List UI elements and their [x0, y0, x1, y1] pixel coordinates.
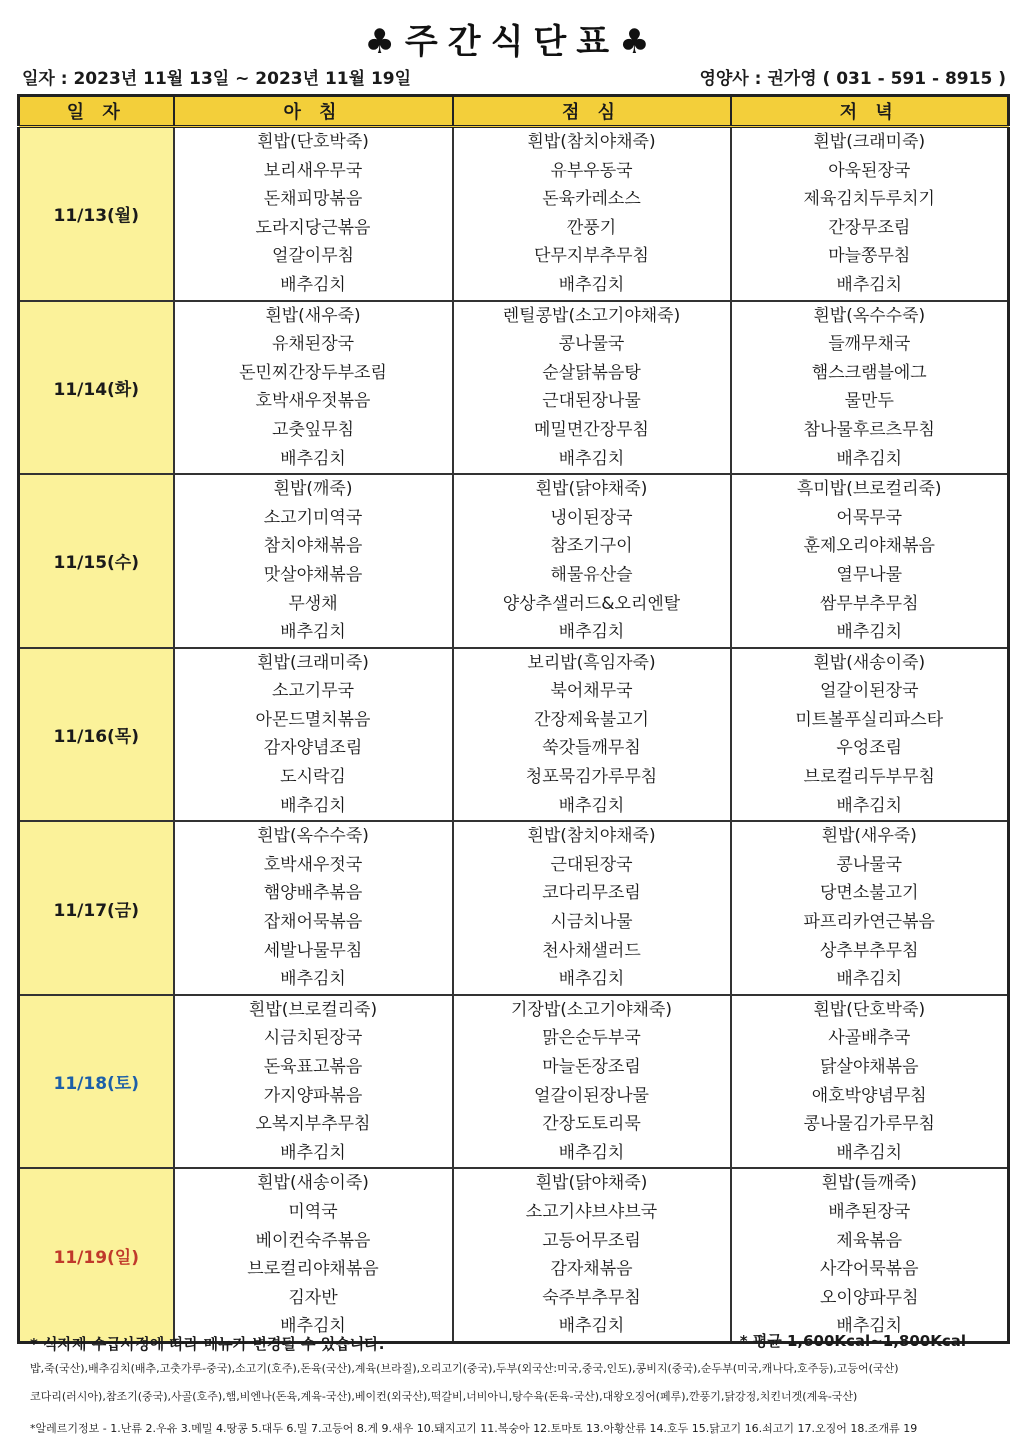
lunch-dish: 시금치나물 [550, 912, 633, 933]
dinner-dish: 햄스크램블에그 [811, 362, 927, 383]
lunch-cell [453, 995, 731, 1169]
menu-table [17, 94, 1010, 1344]
breakfast-dish: 흰밥(옥수수죽) [257, 826, 369, 847]
dinner-dish: 쌈무부추무침 [819, 593, 919, 614]
dinner-dish: 배추김치 [836, 1316, 903, 1337]
dinner-dish: 배추된장국 [828, 1201, 911, 1222]
menu-body [19, 127, 1009, 1343]
breakfast-dish: 감자양념조림 [263, 738, 363, 759]
lunch-dish: 간장제육불고기 [534, 709, 649, 730]
header-row [19, 96, 1009, 127]
dinner-dish: 오이양파무침 [819, 1287, 919, 1308]
lunch-dish: 양상추샐러드&오리엔탈 [502, 593, 681, 614]
breakfast-dish: 배추김치 [280, 1142, 346, 1163]
day-row [19, 821, 1009, 995]
dinner-dish: 애호박양념무침 [811, 1085, 927, 1106]
dinner-dish: 흰밥(들깨죽) [821, 1173, 917, 1194]
lunch-cell [453, 301, 731, 475]
lunch-dish: 마늘돈장조림 [542, 1057, 641, 1077]
day-label: 11/18(토) [19, 995, 174, 1169]
breakfast-dish: 흰밥(크래미죽) [257, 652, 369, 673]
lunch-cell [453, 821, 731, 995]
breakfast-dish: 햄양배추볶음 [263, 883, 363, 904]
lunch-dish: 흰밥(참치야채죽) [527, 132, 656, 152]
dinner-dish: 배추김치 [836, 795, 903, 816]
lunch-dish: 냉이된장국 [550, 507, 633, 528]
breakfast-dish: 배추김치 [280, 448, 346, 469]
dinner-dish: 참나물후르츠무침 [803, 419, 935, 440]
origin-info-line-2: 코다리(러시아),참조기(중국),사골(호주),햄,비엔나(돈육,계육-국산),베이컨(외국산),떡갈비,너비아니,탕수육(돈육-국산),대왕오징어(페루),깐풍기,닭강정,치킨너겟(계육-국산) [30, 1390, 858, 1403]
lunch-dish: 북어채무국 [550, 681, 633, 702]
lunch-dish: 배추김치 [558, 448, 625, 469]
allergy-info: *알레르기정보 - 1.난류 2.우유 3.메밀 4.땅콩 5.대두 6.밀 7.고등어 8.게 9.새우 10.돼지고기 11.복숭아 12.토마토 13.아황산류 14.호두 15.닭고기 16.쇠고기 17.오징어 18.조개류 19 [30, 1422, 918, 1435]
dinner-cell [731, 821, 1009, 995]
dinner-dish: 물만두 [844, 391, 894, 412]
day-label: 11/13(월) [19, 127, 174, 301]
breakfast-dish: 배추김치 [280, 969, 346, 990]
day-label: 11/17(금) [19, 821, 174, 995]
lunch-dish: 흰밥(닭야채죽) [535, 1173, 648, 1194]
lunch-dish: 배추김치 [558, 622, 625, 643]
dinner-dish: 콩나물김가루무침 [803, 1114, 935, 1135]
nutritionist-info: 영양사 : 권가영 ( 031 - 591 - 8915 ) [699, 69, 1006, 89]
breakfast-dish: 흰밥(단호박죽) [257, 132, 369, 152]
breakfast-dish: 흰밥(깨죽) [273, 479, 353, 500]
dinner-dish: 사각어묵볶음 [819, 1259, 919, 1280]
lunch-dish: 배추김치 [558, 1316, 625, 1337]
day-label: 11/14(화) [19, 301, 174, 475]
dinner-dish: 흰밥(옥수수죽) [813, 305, 926, 326]
lunch-dish: 깐풍기 [566, 217, 617, 238]
dinner-cell [731, 995, 1009, 1169]
day-row [19, 301, 1009, 475]
breakfast-cell [174, 821, 453, 995]
day-row [19, 1168, 1009, 1342]
breakfast-dish: 브로컬리야채볶음 [247, 1259, 379, 1280]
dinner-dish: 콩나물국 [836, 854, 903, 875]
lunch-dish: 소고기샤브샤브국 [525, 1201, 658, 1222]
breakfast-dish: 소고기미역국 [263, 507, 363, 528]
breakfast-dish: 얼갈이무침 [271, 246, 355, 267]
lunch-dish: 순살닭볶음탕 [542, 362, 641, 383]
dinner-cell [731, 127, 1009, 301]
dinner-dish: 흰밥(단호박죽) [813, 999, 926, 1020]
lunch-dish: 맑은순두부국 [542, 1028, 641, 1049]
dinner-dish: 아욱된장국 [828, 160, 911, 181]
dinner-dish: 제육볶음 [836, 1230, 903, 1251]
breakfast-dish: 가지양파볶음 [263, 1085, 363, 1106]
breakfast-dish: 돈민찌간장두부조림 [239, 362, 387, 383]
breakfast-dish: 무생채 [288, 593, 338, 614]
dinner-cell [731, 648, 1009, 822]
lunch-dish: 근대된장나물 [542, 391, 641, 412]
lunch-dish: 콩나물국 [558, 334, 625, 355]
dinner-dish: 흰밥(새송이죽) [813, 652, 926, 673]
page-title: ♣주간식단표♣ [364, 22, 660, 62]
dinner-dish: 닭살야채볶음 [819, 1057, 919, 1077]
day-label: 11/15(수) [19, 474, 174, 648]
breakfast-dish: 호박새우젓볶음 [255, 391, 371, 412]
day-row [19, 995, 1009, 1169]
calorie-note: * 평균 1,600Kcal~1,800Kcal [739, 1332, 966, 1350]
dinner-dish: 마늘쫑무침 [828, 246, 911, 267]
dinner-dish: 제육김치두루치기 [803, 189, 935, 210]
lunch-dish: 얼갈이된장나물 [534, 1085, 649, 1106]
breakfast-dish: 돈채피망볶음 [263, 189, 363, 210]
lunch-dish: 렌틸콩밥(소고기야채죽) [502, 305, 681, 326]
breakfast-dish: 보리새우무국 [263, 160, 363, 181]
breakfast-dish: 아몬드멸치볶음 [255, 709, 371, 730]
dinner-cell [731, 474, 1009, 648]
lunch-dish: 해물유산슬 [550, 564, 633, 585]
dinner-dish: 어묵무국 [836, 507, 903, 528]
lunch-dish: 천사채샐러드 [542, 940, 641, 961]
lunch-dish: 숙주부추무침 [542, 1287, 641, 1308]
menu-change-notice: * 식자재 수급사정에 따라 메뉴가 변경될 수 있습니다. [30, 1335, 385, 1353]
lunch-dish: 보리밥(흑임자죽) [527, 652, 656, 673]
header-lunch: 점 심 [453, 96, 731, 127]
lunch-dish: 배추김치 [558, 969, 625, 990]
dinner-dish: 훈제오리야채볶음 [803, 536, 935, 557]
dinner-dish: 열무나물 [836, 564, 903, 585]
breakfast-dish: 오복지부추무침 [255, 1114, 371, 1135]
breakfast-dish: 소고기무국 [271, 681, 355, 702]
breakfast-dish: 고춧잎무침 [271, 419, 355, 440]
header-breakfast: 아 침 [174, 96, 453, 127]
dinner-dish: 흰밥(크래미죽) [813, 132, 926, 152]
breakfast-dish: 세발나물무침 [263, 940, 363, 961]
lunch-dish: 기장밥(소고기야채죽) [510, 999, 673, 1020]
day-row [19, 474, 1009, 648]
lunch-dish: 간장도토리묵 [542, 1114, 641, 1135]
header-date: 일 자 [19, 96, 174, 127]
breakfast-dish: 유채된장국 [271, 334, 355, 355]
breakfast-dish: 돈육표고볶음 [263, 1057, 363, 1077]
breakfast-dish: 배추김치 [280, 795, 346, 816]
info-bar [22, 64, 1006, 88]
lunch-dish: 코다리무조림 [542, 883, 641, 904]
lunch-dish: 근대된장국 [550, 854, 633, 875]
breakfast-cell [174, 474, 453, 648]
lunch-dish: 메밀면간장무침 [534, 419, 649, 440]
breakfast-dish: 참치야채볶음 [263, 536, 363, 557]
breakfast-dish: 시금치된장국 [263, 1028, 363, 1049]
dinner-dish: 상추부추무침 [819, 940, 919, 961]
breakfast-dish: 미역국 [288, 1201, 338, 1222]
lunch-cell [453, 127, 731, 301]
breakfast-dish: 흰밥(새송이죽) [257, 1173, 369, 1194]
dinner-dish: 배추김치 [836, 1142, 903, 1163]
lunch-cell [453, 648, 731, 822]
breakfast-dish: 김자반 [288, 1287, 338, 1308]
lunch-dish: 청포묵김가루무침 [525, 767, 658, 788]
dinner-cell [731, 301, 1009, 475]
lunch-dish: 돈육카레소스 [542, 189, 641, 210]
dinner-dish: 간장무조림 [828, 217, 911, 238]
lunch-dish: 흰밥(닭야채죽) [535, 479, 648, 500]
dinner-dish: 파프리카연근볶음 [803, 912, 935, 933]
dinner-dish: 브로컬리두부무침 [803, 767, 935, 788]
lunch-dish: 유부우동국 [550, 160, 633, 181]
dinner-dish: 배추김치 [836, 448, 903, 469]
breakfast-dish: 베이컨숙주볶음 [255, 1230, 371, 1251]
dinner-cell [731, 1168, 1009, 1342]
dinner-dish: 흰밥(새우죽) [821, 826, 917, 847]
date-range: 일자 : 2023년 11월 13일 ~ 2023년 11월 19일 [22, 69, 412, 89]
dinner-dish: 들깨무채국 [828, 334, 911, 355]
breakfast-cell [174, 1168, 453, 1342]
dinner-dish: 당면소불고기 [819, 883, 919, 904]
breakfast-dish: 도시락김 [280, 767, 346, 788]
breakfast-dish: 도라지당근볶음 [255, 217, 371, 238]
dinner-dish: 배추김치 [836, 274, 903, 295]
breakfast-cell [174, 648, 453, 822]
lunch-dish: 쑥갓들깨무침 [542, 738, 641, 759]
breakfast-dish: 흰밥(브로컬리죽) [248, 999, 378, 1020]
breakfast-dish: 잡채어묵볶음 [263, 912, 363, 933]
breakfast-dish: 흰밥(새우죽) [265, 305, 361, 326]
dinner-dish: 배추김치 [836, 622, 903, 643]
lunch-dish: 배추김치 [558, 274, 625, 295]
breakfast-cell [174, 301, 453, 475]
day-label: 11/16(목) [19, 648, 174, 822]
lunch-dish: 흰밥(참치야채죽) [527, 826, 656, 847]
breakfast-cell [174, 127, 453, 301]
lunch-dish: 배추김치 [558, 795, 625, 816]
dinner-dish: 얼갈이된장국 [819, 681, 919, 702]
breakfast-dish: 배추김치 [280, 1316, 346, 1337]
dinner-dish: 우엉조림 [836, 738, 903, 759]
day-label: 11/19(일) [19, 1168, 174, 1342]
breakfast-dish: 맛살야채볶음 [263, 564, 363, 585]
lunch-dish: 배추김치 [558, 1142, 625, 1163]
lunch-dish: 감자채볶음 [550, 1259, 633, 1280]
breakfast-dish: 배추김치 [280, 274, 346, 295]
lunch-dish: 고등어무조림 [542, 1230, 641, 1251]
dinner-dish: 미트볼푸실리파스타 [795, 709, 944, 730]
lunch-dish: 단무지부추무침 [534, 246, 649, 267]
lunch-cell [453, 1168, 731, 1342]
header-dinner: 저 녁 [731, 96, 1009, 127]
day-row [19, 648, 1009, 822]
origin-info-line-1: 밥,죽(국산),배추김치(배추,고춧가루-중국),소고기(호주),돈육(국산),계육(브라질),오리고기(중국),두부(외국산:미국,중국,인도),콩비지(중국),순두부(미국,캐나다,호주등),고등어(국산) [30, 1362, 899, 1375]
breakfast-cell [174, 995, 453, 1169]
day-row [19, 127, 1009, 301]
dinner-dish: 사골배추국 [828, 1028, 911, 1049]
dinner-dish: 배추김치 [836, 969, 903, 990]
lunch-dish: 참조기구이 [550, 536, 633, 557]
lunch-cell [453, 474, 731, 648]
breakfast-dish: 호박새우젓국 [263, 854, 363, 875]
dinner-dish: 흑미밥(브로컬리죽) [796, 479, 942, 500]
breakfast-dish: 배추김치 [280, 622, 346, 643]
